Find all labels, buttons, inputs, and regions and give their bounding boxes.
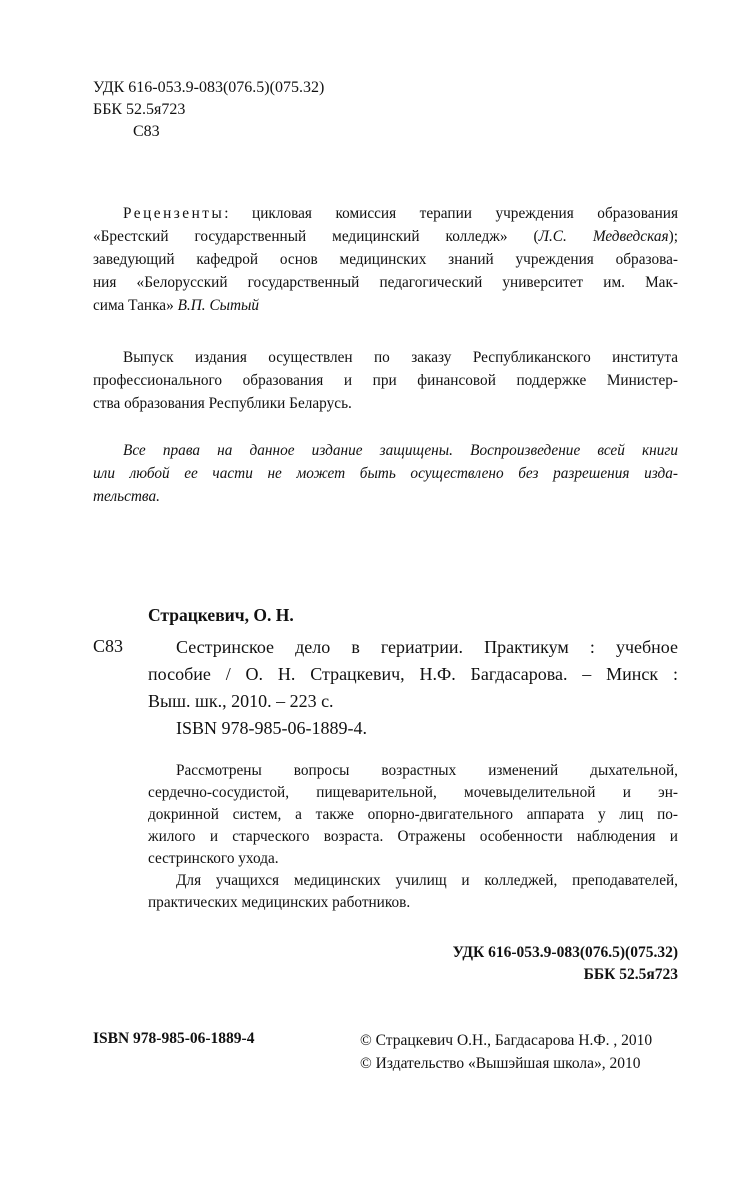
author-mark: С83 bbox=[93, 636, 124, 656]
reviewers-line-1: Рецензенты: цикловая комиссия терапии учреждения образования bbox=[123, 205, 678, 222]
copyright-publisher: © Издательство «Вышэйшая школа», 2010 bbox=[360, 1055, 641, 1072]
reviewers-line-3: заведующий кафедрой основ медицинских знаний учреждения образова- bbox=[93, 251, 678, 268]
release-line-3: ства образования Республики Беларусь. bbox=[93, 395, 352, 412]
author-mark-top: С83 bbox=[133, 123, 160, 140]
reviewers-line-4: ния «Белорусский государственный педагогический университет им. Мак- bbox=[93, 274, 678, 291]
reviewer-1-name: Л.С. Медведская bbox=[538, 228, 669, 245]
reviewers-line-2: «Брестский государственный медицинский колледж» (Л.С. Медведская); bbox=[93, 228, 678, 245]
bbk-top-code: ББК 52.5я723 bbox=[93, 101, 186, 118]
biblio-line-3: Выш. шк., 2010. – 223 с. bbox=[148, 691, 334, 711]
book-author: Страцкевич, О. Н. bbox=[148, 605, 294, 625]
udk-top-code: УДК 616-053.9-083(076.5)(075.32) bbox=[93, 79, 325, 96]
annotation-line-7: практических медицинских работников. bbox=[148, 894, 411, 911]
udk-bottom-block bbox=[453, 942, 678, 986]
annotation bbox=[148, 760, 678, 914]
annotation-line-3: докринной систем, а также опорно-двигательного аппарата у лиц по- bbox=[148, 806, 678, 823]
reviewers-label: Рецензенты bbox=[123, 205, 225, 222]
copyright-block bbox=[360, 1029, 652, 1075]
release-line-2: профессионального образования и при финансовой поддержке Министер- bbox=[93, 372, 678, 389]
biblio-line-1: Сестринское дело в гериатрии. Практикум : учебное bbox=[176, 637, 678, 657]
biblio-line-2: пособие / О. Н. Страцкевич, Н.Ф. Багдасарова. – Минск : bbox=[148, 664, 678, 684]
reviewers-line-5: сима Танка» В.П. Сытый bbox=[93, 297, 260, 314]
release-paragraph bbox=[93, 346, 678, 415]
annotation-line-6: Для учащихся медицинских училищ и колледжей, преподавателей, bbox=[176, 872, 678, 889]
bbk-bottom-code: ББК 52.5я723 bbox=[583, 966, 678, 983]
reviewer-2-name: В.П. Сытый bbox=[177, 297, 260, 314]
copyright-authors: © Страцкевич О.Н., Багдасарова Н.Ф. , 2010 bbox=[360, 1032, 653, 1049]
bibliographic-record bbox=[148, 634, 678, 742]
release-line-1: Выпуск издания осуществлен по заказу Республиканского института bbox=[123, 349, 678, 366]
annotation-line-1: Рассмотрены вопросы возрастных изменений дыхательной, bbox=[176, 762, 678, 779]
rights-line-1: Все права на данное издание защищены. Воспроизведение всей книги bbox=[123, 442, 678, 459]
biblio-isbn: ISBN 978-985-06-1889-4. bbox=[176, 718, 367, 738]
udk-top-block bbox=[93, 77, 324, 143]
annotation-line-2: сердечно-сосудистой, пищеварительной, мочевыделительной и эн- bbox=[148, 784, 678, 801]
isbn-bottom: ISBN 978-985-06-1889-4 bbox=[93, 1030, 255, 1047]
annotation-line-4: жилого и старческого возраста. Отражены особенности наблюдения и bbox=[148, 828, 678, 845]
rights-line-3: тельства. bbox=[93, 488, 160, 505]
annotation-line-5: сестринского ухода. bbox=[148, 850, 279, 867]
rights-paragraph bbox=[93, 439, 678, 508]
udk-bottom-code: УДК 616-053.9-083(076.5)(075.32) bbox=[452, 944, 678, 961]
reviewers-paragraph bbox=[93, 202, 678, 317]
rights-line-2: или любой ее части не может быть осуществлено без разрешения изда- bbox=[93, 465, 678, 482]
